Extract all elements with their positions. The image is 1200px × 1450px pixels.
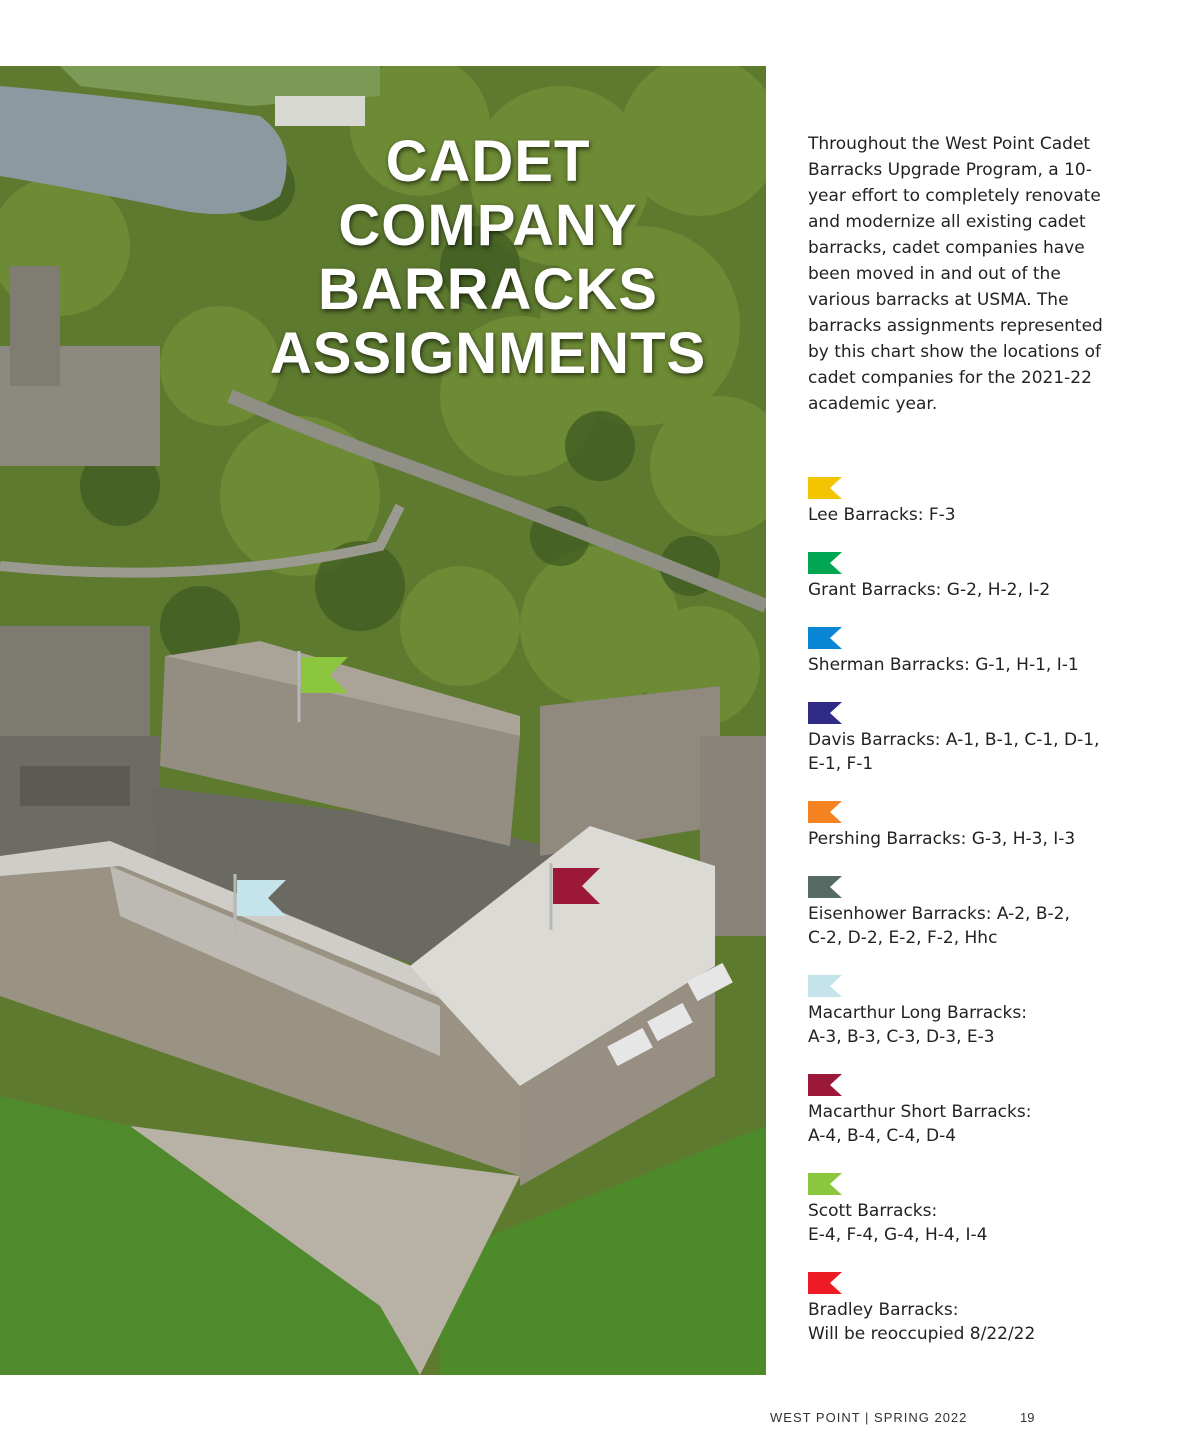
footer-publication: WEST POINT | SPRING 2022 [770,1410,968,1425]
title-line-2: BARRACKS [318,257,658,322]
legend-label-line-1: Bradley Barracks: [808,1300,959,1320]
legend-label [808,1001,1138,1049]
legend-item [808,702,1138,799]
legend-label-line-1: Davis Barracks: A-1, B-1, C-1, D-1, [808,730,1100,750]
page-number: 19 [1020,1410,1035,1425]
legend-label [808,728,1138,776]
legend-label-line-2: C-2, D-2, E-2, F-2, Hhc [808,928,998,948]
flag-icon [808,477,842,499]
title-line-3: ASSIGNMENTS [269,321,707,386]
legend-label-line-2: Will be reoccupied 8/22/22 [808,1324,1036,1344]
page-title [258,130,718,386]
legend-item [808,1074,1138,1171]
legend-label [808,653,1138,677]
legend-label-line-1: Eisenhower Barracks: A-2, B-2, [808,904,1070,924]
legend-label [808,1298,1138,1346]
legend-label [808,578,1138,602]
legend-item [808,975,1138,1072]
intro-paragraph: Throughout the West Point Cadet Barracks Upgrade Program, a 10-year effort to completely renovate and modernize all existing cadet barracks, cadet companies have been moved in and out of the various barracks at USMA. The barracks assignments represented by this chart show the locations of cadet companies for the 2021-22 academic year. [808,134,1103,414]
flag-icon [808,1272,842,1294]
flag-icon [808,1074,842,1096]
legend-label-line-2: E-1, F-1 [808,754,874,774]
legend-item [808,477,1138,550]
legend-item [808,876,1138,973]
flag-icon [808,627,842,649]
legend-label-line-1: Scott Barracks: [808,1201,938,1221]
legend-label [808,902,1138,950]
legend-label [808,827,1138,851]
legend-label [808,1100,1138,1148]
legend-item [808,1272,1138,1369]
legend-item [808,801,1138,874]
legend-label-line-1: Macarthur Long Barracks: [808,1003,1027,1023]
legend-label-line-1: Macarthur Short Barracks: [808,1102,1032,1122]
legend-item [808,1173,1138,1270]
legend-label [808,1199,1138,1247]
flag-icon [808,1173,842,1195]
flag-icon [808,801,842,823]
flag-icon [808,975,842,997]
legend-label-line-1: Pershing Barracks: G-3, H-3, I-3 [808,829,1076,849]
legend-label-line-1: Grant Barracks: G-2, H-2, I-2 [808,580,1051,600]
legend-label [808,503,1138,527]
legend-item [808,552,1138,625]
barracks-legend [808,475,1138,1369]
legend-label-line-2: E-4, F-4, G-4, H-4, I-4 [808,1225,988,1245]
flag-icon [808,702,842,724]
flag-icon [808,552,842,574]
legend-label-line-2: A-4, B-4, C-4, D-4 [808,1126,957,1146]
title-line-1: CADET COMPANY [338,129,638,258]
legend-label-line-1: Lee Barracks: F-3 [808,505,956,525]
legend-label-line-2: A-3, B-3, C-3, D-3, E-3 [808,1027,995,1047]
legend-item [808,627,1138,700]
flag-icon [808,876,842,898]
legend-label-line-1: Sherman Barracks: G-1, H-1, I-1 [808,655,1079,675]
